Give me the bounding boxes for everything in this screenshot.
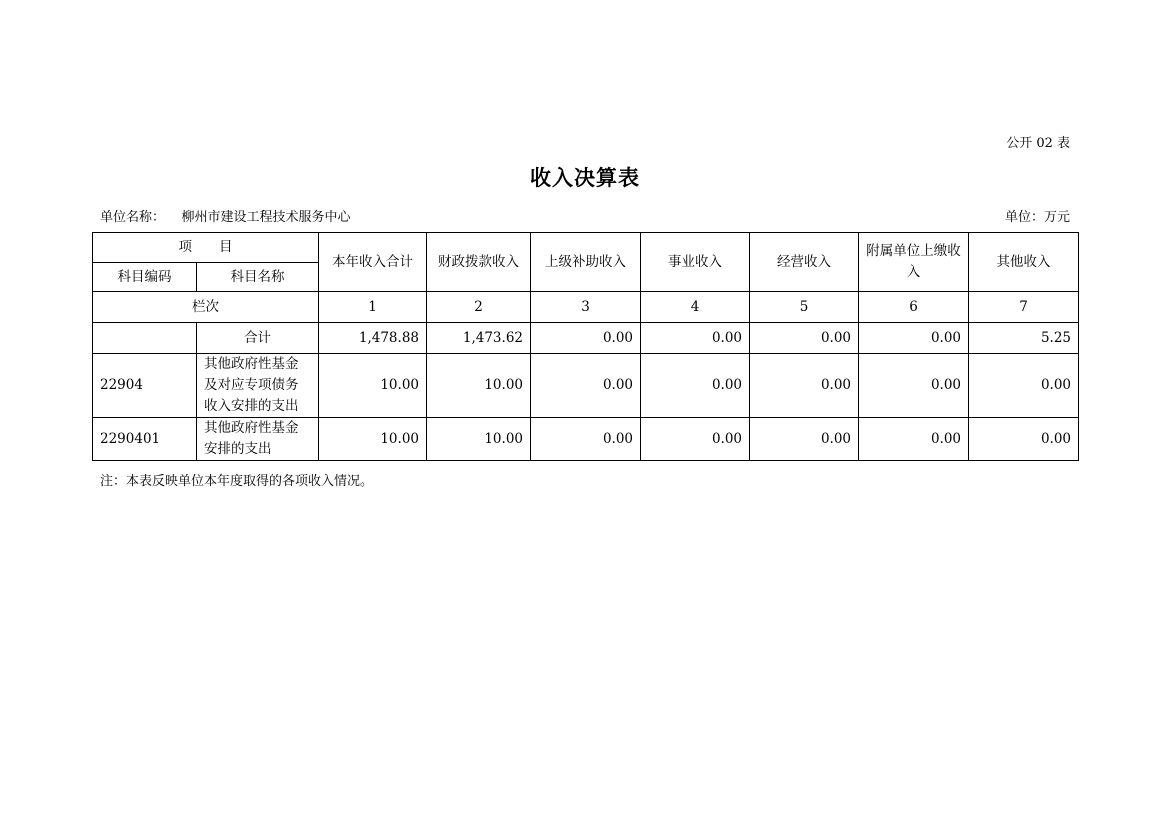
total-value: 5.25 xyxy=(969,323,1079,354)
header-code: 科目编码 xyxy=(93,263,197,292)
header-col-superior: 上级补助收入 xyxy=(531,233,641,292)
row-name: 其他政府性基金安排的支出 xyxy=(197,418,319,461)
total-value: 0.00 xyxy=(641,323,750,354)
total-value: 1,478.88 xyxy=(319,323,427,354)
column-number: 6 xyxy=(859,292,969,323)
row-value: 10.00 xyxy=(319,354,427,418)
column-number: 5 xyxy=(750,292,859,323)
header-col-other: 其他收入 xyxy=(969,233,1079,292)
income-table xyxy=(92,232,1079,461)
header-col-affiliated: 附属单位上缴收入 xyxy=(859,233,969,292)
total-value: 0.00 xyxy=(750,323,859,354)
header-col-total: 本年收入合计 xyxy=(319,233,427,292)
total-value: 1,473.62 xyxy=(427,323,531,354)
total-value: 0.00 xyxy=(859,323,969,354)
row-value: 0.00 xyxy=(641,354,750,418)
unit-name-line xyxy=(100,206,351,225)
row-value: 0.00 xyxy=(969,418,1079,461)
column-number-label: 栏次 xyxy=(93,292,319,323)
table-row xyxy=(93,354,1079,418)
column-number: 7 xyxy=(969,292,1079,323)
unit-name-label: 单位名称： xyxy=(100,210,166,225)
row-value: 0.00 xyxy=(641,418,750,461)
row-value: 10.00 xyxy=(427,354,531,418)
header-col-business: 事业收入 xyxy=(641,233,750,292)
column-number: 2 xyxy=(427,292,531,323)
table-note: 注：本表反映单位本年度取得的各项收入情况。 xyxy=(100,474,374,489)
page-title: 收入决算表 xyxy=(530,165,640,190)
unit-name-value: 柳州市建设工程技术服务中心 xyxy=(181,210,351,225)
row-value: 10.00 xyxy=(319,418,427,461)
total-code-cell xyxy=(93,323,197,354)
row-value: 10.00 xyxy=(427,418,531,461)
row-value: 0.00 xyxy=(531,418,641,461)
row-name: 其他政府性基金及对应专项债务收入安排的支出 xyxy=(197,354,319,418)
table-row xyxy=(93,418,1079,461)
row-value: 0.00 xyxy=(750,418,859,461)
row-value: 0.00 xyxy=(531,354,641,418)
form-code: 公开 02 表 xyxy=(1006,136,1070,151)
column-number: 4 xyxy=(641,292,750,323)
total-value: 0.00 xyxy=(531,323,641,354)
header-item: 项 目 xyxy=(93,233,319,263)
total-label: 合计 xyxy=(197,323,319,354)
header-name: 科目名称 xyxy=(197,263,319,292)
header-row-1 xyxy=(93,233,1079,263)
column-number: 1 xyxy=(319,292,427,323)
row-value: 0.00 xyxy=(859,354,969,418)
column-number: 3 xyxy=(531,292,641,323)
header-col-operating: 经营收入 xyxy=(750,233,859,292)
row-code: 22904 xyxy=(93,354,197,418)
row-value: 0.00 xyxy=(859,418,969,461)
column-number-row xyxy=(93,292,1079,323)
row-value: 0.00 xyxy=(750,354,859,418)
header-col-fiscal: 财政拨款收入 xyxy=(427,233,531,292)
unit-measure: 单位：万元 xyxy=(1004,210,1070,225)
row-value: 0.00 xyxy=(969,354,1079,418)
row-code: 2290401 xyxy=(93,418,197,461)
total-row xyxy=(93,323,1079,354)
